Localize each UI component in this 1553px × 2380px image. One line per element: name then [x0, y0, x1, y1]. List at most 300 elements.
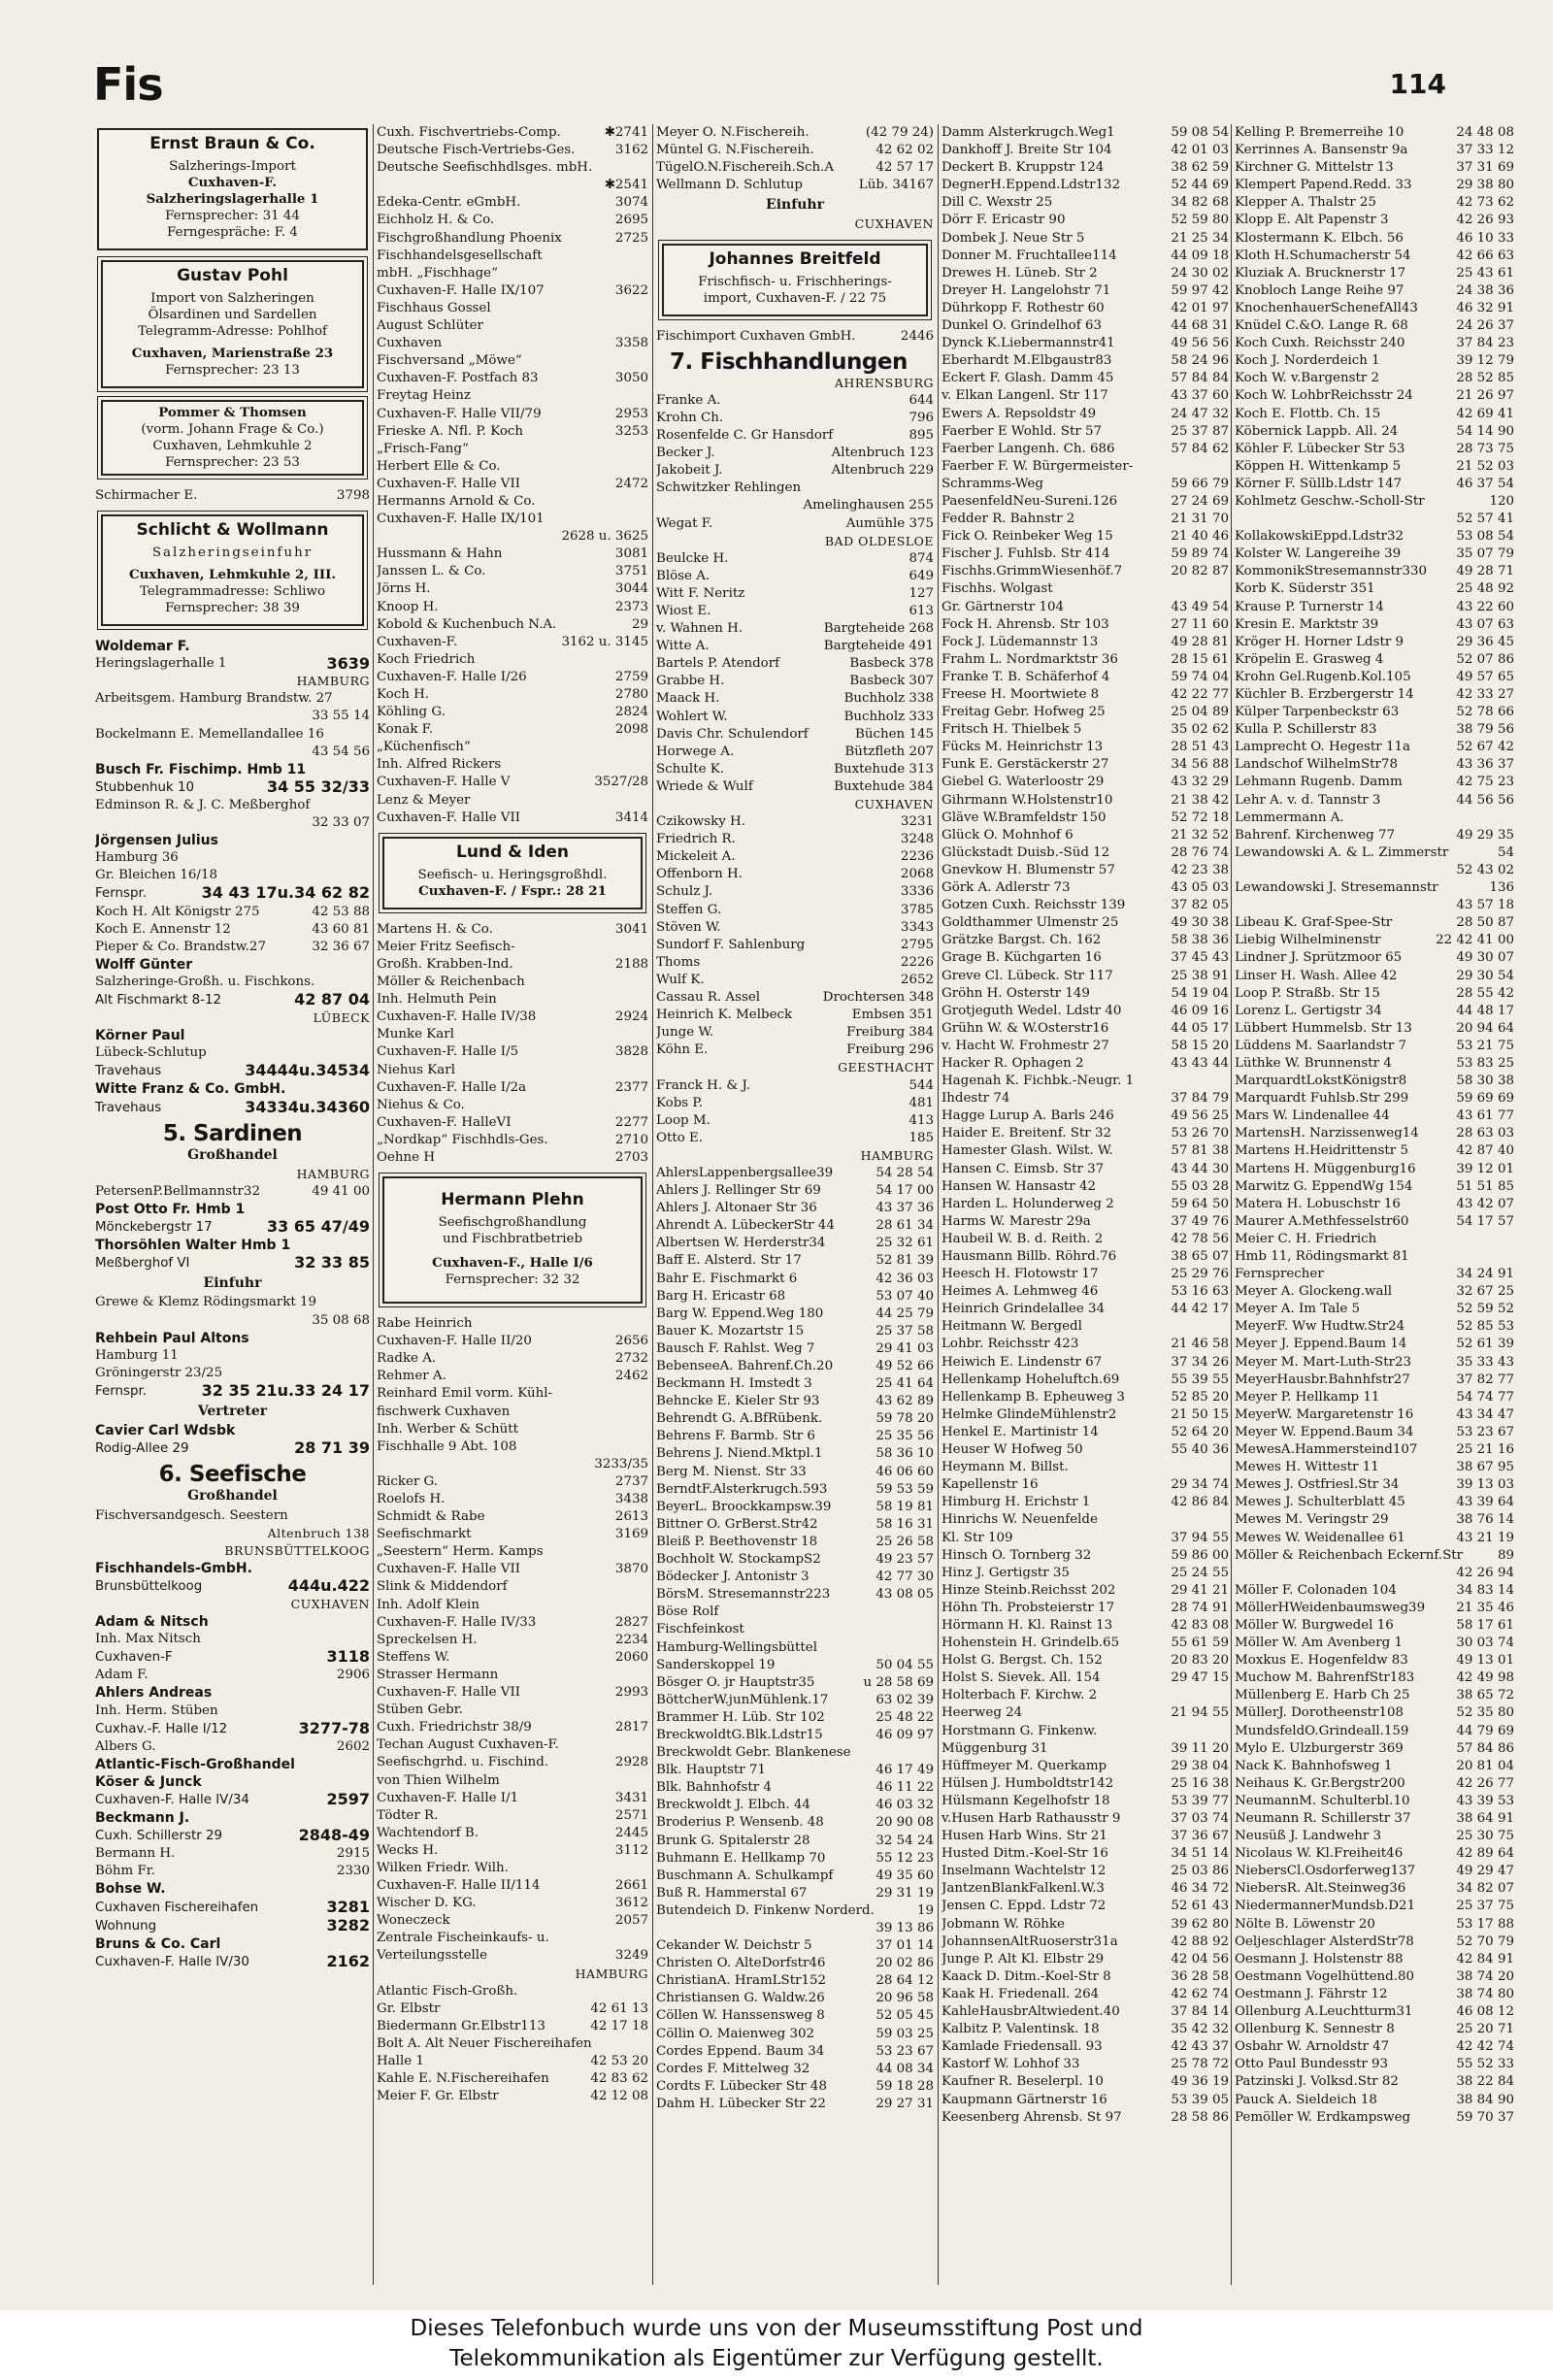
listing-entry	[656, 1323, 934, 1340]
phone-number: 63 02 39	[870, 1692, 934, 1709]
listing-name: Bruns & Co. Carl	[95, 1935, 221, 1952]
phone-number: 24 47 32	[1165, 406, 1229, 423]
listing-name: Hansen C. Eimsb. Str 37	[942, 1161, 1105, 1176]
listing-entry	[656, 1744, 934, 1762]
listing-name: Franke A.	[656, 392, 721, 408]
listing-name: Spreckelsen H.	[377, 1632, 478, 1647]
listing-entry	[656, 989, 934, 1007]
phone-number: 2226	[895, 954, 934, 972]
listing-entry	[656, 1990, 934, 2007]
listing-name: Alt Fischmarkt 8-12	[95, 992, 222, 1008]
listing-entry	[377, 1404, 648, 1421]
listing-entry	[95, 1899, 370, 1917]
listing-name: KnochenhauerSchenefAll43	[1235, 300, 1418, 315]
listing-entry	[942, 1775, 1229, 1793]
listing-entry	[1235, 1617, 1514, 1635]
listing-entry	[1235, 1441, 1514, 1459]
listing-name: Edminson R. & J. C. Meßberghof	[95, 797, 311, 812]
listing-name: Möller & Reichenbach	[377, 975, 525, 990]
listing-entry	[942, 634, 1229, 651]
listing-name: Fischhandels-GmbH.	[95, 1560, 252, 1576]
listing-entry	[95, 1791, 370, 1809]
listing-name: Möller W. Am Avenberg 1	[1235, 1636, 1403, 1651]
listing-entry	[656, 1288, 934, 1306]
listing-entry	[1235, 335, 1514, 352]
phone-number: ✱2741	[599, 124, 648, 142]
listing-name: Meyer A. Glockeng.wall	[1235, 1284, 1393, 1300]
listing-name: Libeau K. Graf-Spee-Str	[1235, 915, 1393, 931]
phone-number: 38 79 56	[1450, 721, 1514, 739]
phone-number: 24 30 02	[1165, 265, 1229, 282]
ad-line: Cuxhaven, Lehmkuhle 2	[152, 439, 313, 453]
phone-number: 2060	[610, 1649, 648, 1667]
phone-number: 42 84 91	[1450, 1951, 1514, 1968]
phone-number: 37 82 77	[1450, 1372, 1514, 1389]
listing-name: Techan August Cuxhaven-F.	[377, 1737, 559, 1753]
listing-name: Rehbein Paul Altons	[95, 1330, 249, 1346]
listing-name: Cuxh. Fischvertriebs-Comp.	[377, 125, 561, 140]
listing-name: Atlantic Fisch-Großh.	[377, 1983, 518, 1999]
listing-entry	[656, 813, 934, 831]
phone-number: 58 19 81	[870, 1499, 934, 1516]
listing-name: Cassau R. Assel	[656, 990, 761, 1006]
listing-entry	[656, 1955, 934, 1972]
listing-entry	[377, 1385, 648, 1403]
ad-line: Import von Salzheringen	[150, 291, 314, 306]
listing-entry	[942, 1073, 1229, 1090]
listing-name: Nack K. Bahnhofsweg 1	[1235, 1758, 1393, 1773]
phone-number: 2953	[610, 406, 648, 423]
phone-number: 52 43 02	[1450, 862, 1514, 879]
phone-number: (42 79 24)	[860, 124, 934, 142]
listing-name: Freytag Heinz	[377, 388, 471, 404]
listing-name: Funk E. Gerstäckerstr 27	[942, 757, 1109, 773]
listing-entry	[942, 580, 1229, 598]
phone-number: 42 49 98	[1450, 1669, 1514, 1687]
phone-number: 42 86 84	[1165, 1494, 1229, 1511]
listing-name: Schmidt & Rabe	[377, 1509, 485, 1525]
phone-number: 3282	[320, 1917, 370, 1934]
phone-number: 42 62 02	[870, 142, 934, 159]
listing-name: Faerber F. W. Bürgermeister-	[942, 458, 1134, 474]
phone-number: Bützfleth 207	[839, 744, 934, 761]
listing-name: Bolt A. Alt Neuer Fischereihafen	[377, 2035, 592, 2051]
phone-number: 54 28 54	[870, 1165, 934, 1182]
listing-entry	[656, 1814, 934, 1832]
phone-number: 25 26 58	[870, 1534, 934, 1551]
phone-number: 55 12 23	[870, 1850, 934, 1868]
listing-name: NiebersR. Alt.Steinweg36	[1235, 1881, 1406, 1897]
phone-number: 37 49 76	[1165, 1213, 1229, 1231]
phone-number: 49 28 81	[1165, 634, 1229, 651]
phone-number: 3248	[895, 831, 934, 848]
listing-name: BörsM. Stresemannstr223	[656, 1587, 831, 1603]
phone-number: 53 07 40	[870, 1288, 934, 1306]
phone-number: 34 56 88	[1165, 756, 1229, 774]
phone-number: Büchen 145	[849, 726, 934, 744]
listing-name: Großh. Krabben-Ind.	[377, 956, 513, 972]
phone-number: 44 68 31	[1165, 317, 1229, 335]
listing-entry	[656, 585, 934, 603]
listing-name: Hamester Glash. Wilst. W.	[942, 1143, 1113, 1159]
listing-name: Rehmer A.	[377, 1369, 446, 1384]
listing-entry	[95, 1027, 370, 1044]
listing-name: Klempert Papend.Redd. 33	[1235, 178, 1412, 193]
phone-number: 49 41 00	[306, 1183, 370, 1201]
listing-name: Henkel E. Martinistr 14	[942, 1424, 1099, 1439]
listing-name: „Seestern“ Herm. Kamps	[377, 1544, 544, 1560]
listing-entry	[656, 1410, 934, 1428]
listing-name: Hamburg 11	[95, 1347, 179, 1363]
listing-entry	[942, 1125, 1229, 1142]
listing-entry	[942, 177, 1229, 194]
phone-number: 24 48 08	[1450, 124, 1514, 142]
phone-number: 43 07 63	[1450, 616, 1514, 634]
phone-number: 2827	[610, 1614, 648, 1632]
listing-entry	[1235, 545, 1514, 563]
listing-entry	[377, 563, 648, 580]
listing-entry	[1235, 1845, 1514, 1863]
listing-entry	[942, 2038, 1229, 2056]
listing-name: Kobs P.	[656, 1095, 703, 1110]
listing-entry	[1235, 1530, 1514, 1547]
city-heading: CUXHAVEN	[854, 797, 934, 811]
listing-name: fischwerk Cuxhaven	[377, 1404, 511, 1419]
listing-entry	[942, 1669, 1229, 1687]
listing-name: Meyer J. Eppend.Baum 14	[1235, 1337, 1407, 1352]
listing-entry	[1235, 914, 1514, 932]
listing-entry	[1235, 2021, 1514, 2038]
phone-number: 3798	[331, 487, 370, 505]
listing-name: Eberhardt M.Elbgaustr83	[942, 353, 1112, 369]
listing-entry	[377, 1597, 648, 1614]
listing-name: Koch W. v.Bargenstr 2	[1235, 371, 1380, 386]
listing-name: Bleiß P. Beethovenstr 18	[656, 1534, 818, 1549]
phone-number: 55 03 28	[1165, 1178, 1229, 1196]
phone-number: 185	[903, 1130, 934, 1147]
listing-name: Heiwich E. Lindenstr 67	[942, 1354, 1103, 1370]
listing-entry	[942, 2021, 1229, 2038]
listing-entry	[656, 2043, 934, 2061]
listing-name: Pemöller W. Erdkampsweg	[1235, 2109, 1411, 2125]
listing-name: Schulte K.	[656, 761, 725, 777]
listing-entry	[1235, 2038, 1514, 2056]
phone-number: 42 78 56	[1165, 1231, 1229, 1248]
listing-name: Brunk G. Spitalerstr 28	[656, 1833, 810, 1848]
phone-number: 2795	[895, 937, 934, 954]
listing-entry	[656, 919, 934, 937]
phone-number: 34 83 14	[1450, 1582, 1514, 1600]
phone-number: 44 05 17	[1165, 1020, 1229, 1038]
phone-number: 52 67 42	[1450, 739, 1514, 756]
listing-entry	[1235, 1740, 1514, 1758]
listing-entry	[95, 1863, 370, 1880]
listing-entry	[656, 1112, 934, 1130]
listing-name: BreckwoldtG.Blk.Ldstr15	[656, 1727, 823, 1742]
listing-name: Klostermann K. Elbch. 56	[1235, 230, 1404, 246]
phone-number: 34 24 91	[1450, 1266, 1514, 1283]
phone-number: Buxtehude 384	[828, 778, 934, 796]
phone-number: 52 44 69	[1165, 177, 1229, 194]
listing-name: Matera H. Lobuschstr 16	[1235, 1196, 1401, 1211]
listing-entry	[377, 634, 648, 651]
ad-line: Ölsardinen und Sardellen	[148, 308, 317, 322]
listing-entry	[1235, 1723, 1514, 1740]
phone-number: 29 47 15	[1165, 1669, 1229, 1687]
listing-entry	[942, 1828, 1229, 1845]
phone-number: 89	[1492, 1547, 1514, 1565]
listing-name: Grewe & Klemz Rödingsmarkt 19	[95, 1295, 317, 1310]
listing-name: v. Hacht W. Frohmestr 27	[942, 1038, 1109, 1053]
listing-entry	[95, 1080, 370, 1098]
listing-entry	[942, 230, 1229, 248]
phone-number: 42 69 41	[1450, 406, 1514, 423]
phone-number: 25 38 91	[1165, 968, 1229, 985]
phone-number: 37 31 69	[1450, 159, 1514, 177]
listing-entry	[95, 1648, 370, 1667]
phone-number: 481	[903, 1095, 934, 1112]
phone-number: 38 22 84	[1450, 2073, 1514, 2091]
listing-entry	[377, 265, 648, 282]
ad-breitfeld	[662, 244, 928, 316]
phone-number: 43 39 64	[1450, 1494, 1514, 1511]
listing-name: NiebersCl.Osdorferweg137	[1235, 1864, 1416, 1879]
listing-name: Oehne H	[377, 1149, 436, 1165]
listing-entry	[656, 1692, 934, 1709]
listing-name: Cuxhaven-F. Halle I/1	[377, 1790, 519, 1805]
listing-entry	[1235, 1758, 1514, 1775]
column-divider	[1231, 124, 1232, 2285]
listing-name: Jobmann W. Röhke	[942, 1916, 1065, 1932]
listing-name: Martens H. & Co.	[377, 921, 493, 937]
listing-name: Höhn Th. Probsteierstr 17	[942, 1600, 1115, 1615]
phone-number: 2656	[610, 1333, 648, 1350]
listing-name: Bauer K. Mozartstr 15	[656, 1323, 805, 1339]
listing-entry	[656, 1762, 934, 1779]
listing-name: Meyer O. N.Fischereih.	[656, 125, 810, 140]
subsection-heading: Einfuhr	[203, 1275, 262, 1292]
listing-entry	[377, 1860, 648, 1877]
listing-entry	[656, 1779, 934, 1797]
phone-number: Aumühle 375	[841, 515, 934, 533]
listing-name: Travehaus	[95, 1064, 162, 1079]
phone-number: 3118	[320, 1648, 370, 1666]
phone-number: Basbeck 307	[843, 673, 934, 690]
phone-number: 42 87 04	[288, 991, 370, 1008]
listing-entry	[942, 387, 1229, 405]
listing-entry	[95, 1809, 370, 1827]
listing-entry	[95, 1953, 370, 1971]
listing-entry	[377, 387, 648, 405]
listing-name: Kirchner G. Mittelstr 13	[1235, 160, 1394, 176]
listing-name: Jakobeit J.	[656, 463, 723, 479]
listing-group	[377, 1315, 648, 1965]
phone-number: 3358	[610, 335, 648, 352]
phone-number: 3044	[610, 580, 648, 598]
phone-number: 42 87 40	[1450, 1142, 1514, 1160]
listing-name: „Frisch-Fang“	[377, 441, 469, 456]
listing-entry	[1235, 721, 1514, 739]
listing-name: Breckwoldt Gebr. Blankenese	[656, 1745, 851, 1761]
phone-number: 2924	[610, 1008, 648, 1026]
phone-number: 42 26 77	[1450, 1775, 1514, 1793]
phone-number: 59 18 28	[870, 2078, 934, 2096]
listing-name: Holst G. Bergst. Ch. 152	[942, 1653, 1103, 1669]
phone-number: 53 26 70	[1165, 1125, 1229, 1142]
listing-entry	[377, 1561, 648, 1578]
phone-number: 2725	[610, 230, 648, 248]
listing-group	[656, 550, 934, 796]
section-heading: 5. Sardinen	[162, 1120, 303, 1146]
footer-notice	[0, 2310, 1553, 2380]
listing-entry	[942, 545, 1229, 563]
phone-number: 21 94 55	[1165, 1704, 1229, 1722]
listing-name: Ewers A. Repsoldstr 49	[942, 406, 1097, 421]
listing-entry	[377, 1333, 648, 1350]
listing-entry	[656, 445, 934, 462]
listing-entry	[95, 1827, 370, 1845]
phone-number: 43 43 44	[1165, 1055, 1229, 1073]
listing-entry	[1235, 1459, 1514, 1476]
listing-entry	[1235, 1073, 1514, 1090]
listing-name: Blk. Hauptstr 71	[656, 1763, 766, 1778]
listing-name: Patzinski J. Volksd.Str 82	[1235, 2074, 1399, 2090]
listing-entry	[377, 1930, 648, 1947]
listing-name: Steffens W.	[377, 1649, 450, 1665]
listing-entry	[95, 1382, 370, 1401]
listing-entry	[1235, 1196, 1514, 1213]
listing-name: Koch Cuxh. Reichsstr 240	[1235, 336, 1405, 351]
ad-title: Schlicht & Wollmann	[136, 520, 329, 541]
listing-entry	[656, 1041, 934, 1059]
listing-name: Neihaus K. Gr.Bergstr200	[1235, 1775, 1405, 1791]
listing-entry	[942, 1142, 1229, 1160]
phone-number: 42 73 62	[1450, 194, 1514, 212]
phone-number: 43 42 07	[1450, 1196, 1514, 1213]
phone-number: 29 41 21	[1165, 1582, 1229, 1600]
listing-name: Stubbenhuk 10	[95, 779, 194, 795]
listing-name: Buß R. Hammerstal 67	[656, 1885, 808, 1901]
listing-name: Lewandowski J. Stresemannstr	[1235, 880, 1438, 896]
listing-entry	[942, 194, 1229, 212]
listing-entry	[656, 1393, 934, 1410]
listing-name: Steffen G.	[656, 902, 722, 917]
listing-entry	[942, 1704, 1229, 1722]
listing-entry	[95, 884, 370, 903]
listing-name: v.Husen Harb Rathausstr 9	[942, 1811, 1121, 1826]
phone-number: 20 83 20	[1165, 1652, 1229, 1669]
phone-number: 2462	[610, 1368, 648, 1385]
phone-number: 38 76 14	[1450, 1511, 1514, 1529]
listing-entry	[1235, 1652, 1514, 1669]
listing-name: Heinrich Grindelallee 34	[942, 1302, 1106, 1317]
listing-name: Wulf K.	[656, 972, 705, 987]
phone-number: 3169	[610, 1526, 648, 1543]
phone-number: 874	[903, 550, 934, 568]
listing-entry	[95, 1560, 370, 1577]
phone-number: 43 60 81	[306, 921, 370, 939]
listing-entry	[95, 1422, 370, 1439]
listing-entry	[942, 352, 1229, 370]
listing-entry	[656, 972, 934, 989]
listing-name: Muchow M. BahrenfStr183	[1235, 1670, 1415, 1686]
listing-entry	[942, 423, 1229, 441]
listing-entry	[377, 335, 648, 352]
column-divider	[652, 124, 653, 2285]
phone-number: 43 05 03	[1165, 879, 1229, 897]
listing-name: Cuxhaven-F. Halle IX/101	[377, 512, 545, 527]
listing-entry	[942, 370, 1229, 387]
phone-number: 25 21 16	[1450, 1441, 1514, 1459]
listing-name: Görk A. Adlerstr 73	[942, 880, 1071, 896]
phone-number: 49 30 38	[1165, 914, 1229, 932]
phone-number: 53 23 67	[870, 2043, 934, 2061]
phone-number: 19	[911, 1902, 934, 1920]
ad-line: Frischfisch- u. Frischherings-	[698, 274, 892, 289]
phone-number: 59 74 04	[1165, 669, 1229, 686]
listing-entry	[95, 832, 370, 849]
listing-entry	[377, 1114, 648, 1132]
listing-entry	[377, 1438, 648, 1456]
phone-number: 2602	[331, 1738, 370, 1756]
phone-number: 46 06 60	[870, 1464, 934, 1481]
listing-name: Kröger H. Horner Ldstr 9	[1235, 634, 1404, 649]
listing-group	[377, 1983, 648, 2106]
listing-entry	[377, 1719, 648, 1736]
listing-name: Glück O. Mohnhof 6	[942, 827, 1074, 843]
listing-name: Hülsen J. Humboldtstr142	[942, 1775, 1114, 1791]
listing-entry	[1235, 1775, 1514, 1793]
phone-number: 51 51 85	[1450, 1178, 1514, 1196]
listing-name: Faerber Langenh. Ch. 686	[942, 441, 1115, 456]
listing-name: Kaack D. Ditm.-Koel-Str 8	[942, 1968, 1111, 1984]
listing-name: Niehus & Co.	[377, 1097, 465, 1112]
phone-number: 54 14 90	[1450, 423, 1514, 441]
listing-entry	[942, 1547, 1229, 1565]
listing-entry	[1235, 1494, 1514, 1511]
listing-entry	[377, 2053, 648, 2070]
listing-name: Behrens F. Barmb. Str 6	[656, 1429, 815, 1444]
city-heading: BRUNSBÜTTELKOOG	[224, 1542, 370, 1558]
listing-name: Niehus Karl	[377, 1062, 455, 1077]
phone-number: Drochtersen 348	[817, 989, 934, 1007]
ad-line: Cuxhaven, Marienstraße 23	[131, 346, 334, 361]
listing-entry	[1235, 1142, 1514, 1160]
listing-name: Gläve W.Bramfeldstr 150	[942, 810, 1107, 825]
phone-number: Altenbruch 123	[826, 445, 934, 462]
listing-name: Deutsche Seefischhdlsges. mbH.	[377, 160, 593, 176]
listing-name: Fischhandelsgesellschaft	[377, 248, 543, 263]
listing-entry	[95, 1218, 370, 1237]
listing-name: Marquardt Fuhlsb.Str 299	[1235, 1091, 1409, 1107]
listing-name: Gihrmann W.Holstenstr10	[942, 792, 1113, 808]
listing-entry	[942, 1459, 1229, 1476]
listing-name: Harden L. Holunderweg 2	[942, 1196, 1114, 1211]
phone-number: 43 62 89	[870, 1393, 934, 1410]
listing-name: Czikowsky H.	[656, 814, 745, 830]
listing-name: Kastorf W. Lohhof 33	[942, 2057, 1080, 2072]
listing-entry	[1235, 1003, 1514, 1020]
phone-number: 43 21 19	[1450, 1530, 1514, 1547]
listing-name: Stüben Gebr.	[377, 1702, 463, 1718]
listing-name: Dahm H. Lübecker Str 22	[656, 2096, 826, 2111]
listing-name: Husted Ditm.-Koel-Str 16	[942, 1846, 1108, 1862]
phone-number: 2928	[610, 1754, 648, 1771]
listing-entry	[942, 914, 1229, 932]
listing-entry	[656, 1920, 934, 1937]
listing-name: Zentrale Fischeinkaufs- u.	[377, 1931, 549, 1946]
phone-number: 42 26 93	[1450, 212, 1514, 229]
